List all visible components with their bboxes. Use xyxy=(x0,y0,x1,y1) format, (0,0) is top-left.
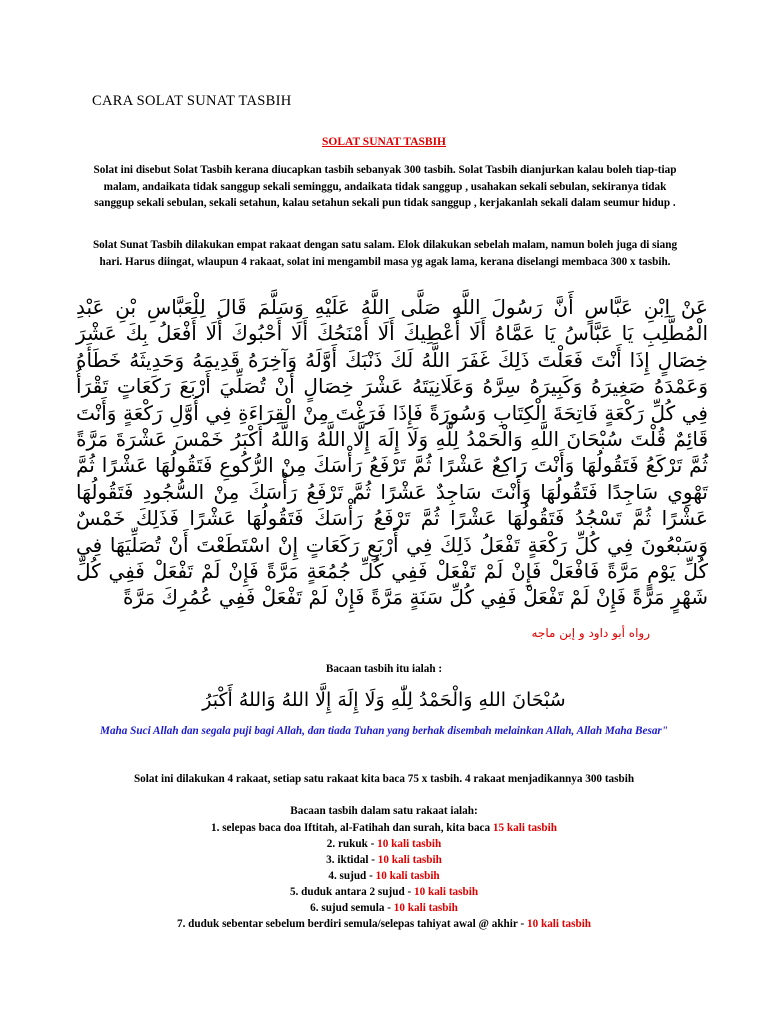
steps-list xyxy=(0,820,768,932)
step-text: 7. duduk sebentar sebelum berdiri semula/selepas tahiyat awal @ akhir - xyxy=(176,918,527,930)
step-text: 3. iktidal - xyxy=(326,854,378,866)
list-item xyxy=(0,852,768,868)
bacaan-label: Bacaan tasbih itu ialah : xyxy=(325,663,443,675)
rakaat-paragraph: Solat Sunat Tasbih dilakukan empat rakaat dengan satu salam. Elok dilakukan sebelah malam, namun boleh juga di siang hari. Harus diingat, wlaupun 4 rakaat, solat ini mengambil masa yg agak lama, kerana diselangi membaca 300 x tasbih. xyxy=(92,239,678,268)
tasbih-translation: Maha Suci Allah dan segala puji bagi Allah, dan tiada Tuhan yang berhak disembah melainkan Allah, Allah Maha Besar" xyxy=(100,725,668,737)
step-count: 15 kali tasbih xyxy=(492,822,557,834)
step-count: 10 kali tasbih xyxy=(375,870,440,882)
list-item xyxy=(0,916,768,932)
step-count: 10 kali tasbih xyxy=(377,838,442,850)
step-count: 10 kali tasbih xyxy=(414,886,479,898)
intro-paragraph: Solat ini disebut Solat Tasbih kerana diucapkan tasbih sebanyak 300 tasbih. Solat Tasbih dianjurkan kalau boleh tiap-tiap malam, andaikata tidak sanggup sekali seminggu, andaikata tidak sanggup , usahakan sekali sebulan, sekiranya tidak sanggup sekali sebulan, sekali setahun, kalau setahun sekali pun tidak sanggup , kerjakanlah sekali dalam seumur hidup . xyxy=(93,164,677,209)
list-item xyxy=(0,900,768,916)
arabic-hadith-text: عَنْ اِبْنِ عَبَّاسٍ أَنَّ رَسُولَ اللَّهِ صَلَّى اللَّهُ عَلَيْهِ وَسَلَّمَ قَالَ لِلْعَبَّاسِ بْنِ عَبْدِ الْمُطَّلِبِ يَا عَبَّاسُ يَا عَمَّاهُ أَلَا أُعْطِيكَ أَلَا أَمْنَحُكَ أَلَا أَحْبُوكَ أَلَا أَفْعَلُ بِكَ عَشْرَ خِصَالٍ إِذَا أَنْتَ فَعَلْتَ ذَلِكَ غَفَرَ اللَّهُ لَكَ ذَنْبَكَ أَوَّلَهُ وَآخِرَهُ قَدِيمَهُ وَحَدِيثَهُ خَطَأَهُ وَعَمْدَهُ صَغِيرَهُ وَكَبِيرَهُ سِرَّهُ وَعَلَانِيَتَهُ عَشْرَ خِصَالٍ أَنْ تُصَلِّيَ أَرْبَعَ رَكَعَاتٍ تَقْرَأُ فِي كُلِّ رَكْعَةٍ فَاتِحَةَ الْكِتَابِ وَسُورَةً فَإِذَا فَرَغْتَ مِنْ الْقِرَاءَةِ فِي أَوَّلِ رَكْعَةٍ وَأَنْتَ قَائِمٌ قُلْتَ سُبْحَانَ اللَّهِ وَالْحَمْدُ لِلَّهِ وَلَا إِلَهَ إِلَّا اللَّهُ وَاللَّهُ أَكْبَرُ خَمْسَ عَشْرَةَ مَرَّةً ثُمَّ تَرْكَعُ فَتَقُولُهَا وَأَنْتَ رَاكِعٌ عَشْرًا ثُمَّ تَرْفَعُ رَأْسَكَ مِنْ الرُّكُوعِ فَتَقُولُهَا عَشْرًا ثُمَّ تَهْوِي سَاجِدًا فَتَقُولُهَا وَأَنْتَ سَاجِدٌ عَشْرًا ثُمَّ تَرْفَعُ رَأْسَكَ مِنْ السُّجُودِ فَتَقُولُهَا عَشْرًا ثُمَّ تَسْجُدُ فَتَقُولُهَا عَشْرًا ثُمَّ تَرْفَعُ رَأْسَكَ فَتَقُولُهَا عَشْرًا فَذَلِكَ خَمْسٌ وَسَبْعُونَ فِي كُلِّ رَكْعَةٍ تَفْعَلُ ذَلِكَ فِي أَرْبَعِ رَكَعَاتٍ إِنْ اسْتَطَعْتَ أَنْ تُصَلِّيَهَا فِي كُلِّ يَوْمٍ مَرَّةً فَافْعَلْ فَإِنْ لَمْ تَفْعَلْ فَفِي كُلِّ جُمُعَةٍ مَرَّةً فَإِنْ لَمْ تَفْعَلْ فَفِي كُلِّ شَهْرٍ مَرَّةً فَإِنْ لَمْ تَفْعَلْ فَفِي كُلِّ سَنَةٍ مَرَّةً فَإِنْ لَمْ تَفْعَلْ فَفِي عُمُرِكَ مَرَّةً xyxy=(76,295,708,610)
step-text: 5. duduk antara 2 sujud - xyxy=(289,886,414,898)
list-item xyxy=(0,868,768,884)
document-title: CARA SOLAT SUNAT TASBIH xyxy=(92,93,292,109)
step-count: 10 kali tasbih xyxy=(526,918,592,930)
step-count: 10 kali tasbih xyxy=(377,854,442,866)
step-text: 1. selepas baca doa Iftitah, al-Fatihah dan surah, kita baca xyxy=(211,822,493,834)
hadith-source: رواه أبو داود و إبن ماجه xyxy=(531,626,650,640)
step-text: 6. sujud semula - xyxy=(310,902,394,914)
tasbih-arabic: سُبْحَانَ اللهِ وَالْحَمْدُ لِلّٰهِ وَلَا إِلَهَ إِلَّا اللهُ وَاللهُ أَكْبَرُ xyxy=(202,689,566,711)
list-item xyxy=(0,884,768,900)
section-heading: SOLAT SUNAT TASBIH xyxy=(322,136,446,148)
step-text: 2. rukuk - xyxy=(326,838,378,850)
list-item xyxy=(0,820,768,836)
list-item xyxy=(0,836,768,852)
summary-paragraph: Solat ini dilakukan 4 rakaat, setiap satu rakaat kita baca 75 x tasbih. 4 rakaat menjadikannya 300 tasbih xyxy=(133,773,635,785)
steps-title: Bacaan tasbih dalam satu rakaat ialah: xyxy=(290,805,478,817)
step-count: 10 kali tasbih xyxy=(393,902,458,914)
step-text: 4. sujud - xyxy=(328,870,376,882)
